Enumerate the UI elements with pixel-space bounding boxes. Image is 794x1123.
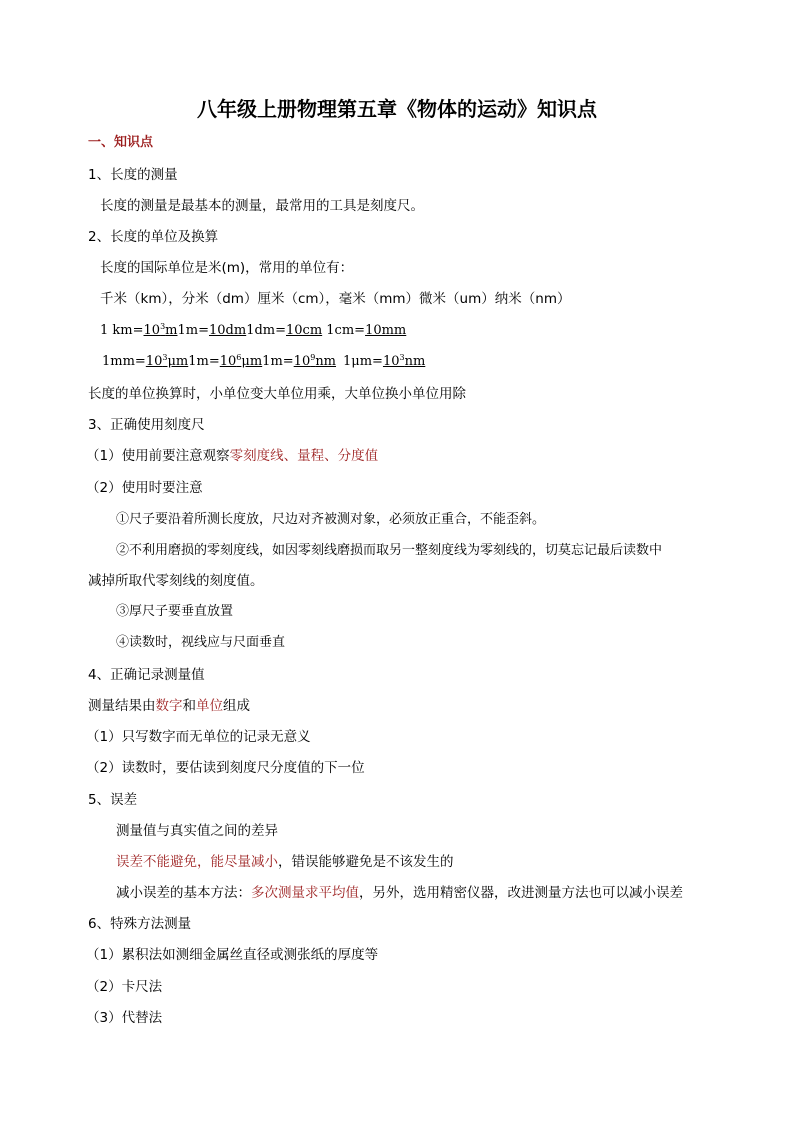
s6-point-2: （2）卡尺法 xyxy=(86,979,163,995)
s4-point-2: （2）读数时，要估读到刻度尺分度值的下一位 xyxy=(86,760,365,776)
s3-item-4: ④读数时，视线应与尺面垂直 xyxy=(116,635,286,650)
s2-conversion-line-2a: $1mm=10^3\mu m1m=10^6\mu m1m=10^9nm$ xyxy=(102,353,337,369)
s1-text: 长度的测量是最基本的测量，最常用的工具是刻度尺。 xyxy=(100,198,424,214)
conv1-c-value: 10cm xyxy=(286,323,323,338)
s2-units: 千米（km），分米（dm）厘米（cm），毫米（mm）微米（um）纳米（nm） xyxy=(100,291,571,307)
s3-item-3: ③厚尺子要垂直放置 xyxy=(116,604,234,619)
s2-intro: 长度的国际单位是米(m)，常用的单位有： xyxy=(100,260,354,276)
conv1-a-value: $10^3m$ xyxy=(143,322,178,338)
s4-point-1: （1）只写数字而无单位的记录无意义 xyxy=(86,729,311,745)
page-title: 八年级上册物理第五章《物体的运动》知识点 xyxy=(197,97,597,121)
s3-point-2: （2）使用时要注意 xyxy=(86,480,203,496)
conv1-b-value: 10dm xyxy=(208,323,247,338)
s5-line-2: 误差不能避免，能尽量减小，错误能够避免是不该发生的 xyxy=(116,854,454,870)
conv1-b-prefix: 1m= xyxy=(177,323,209,338)
s4-heading: 4、正确记录测量值 xyxy=(88,667,205,683)
s2-heading: 2、长度的单位及换算 xyxy=(88,229,219,245)
s2-rule: 长度的单位换算时，小单位变大单位用乘，大单位换小单位用除 xyxy=(88,386,466,402)
s6-heading: 6、特殊方法测量 xyxy=(88,916,192,932)
conv1-a-prefix: 1 km= xyxy=(100,323,144,338)
s3-point-1: （1）使用前要注意观察零刻度线、量程、分度值 xyxy=(86,448,379,464)
section-heading: 一、知识点 xyxy=(88,135,154,150)
s2-conversion-line-1 xyxy=(100,322,406,340)
s4-composition: 测量结果由数字和单位组成 xyxy=(88,698,250,714)
conv1-d-prefix: 1cm= xyxy=(322,323,366,338)
s3-item-1: ①尺子要沿着所测长度放，尺边对齐被测对象，必须放正重合，不能歪斜。 xyxy=(116,512,546,527)
s5-line-1: 测量值与真实值之间的差异 xyxy=(116,823,278,839)
s6-point-1: （1）累积法如测细金属丝直径或测张纸的厚度等 xyxy=(86,947,379,963)
s6-point-3: （3）代替法 xyxy=(86,1010,163,1026)
s3-item-2a: ②不利用磨损的零刻度线，如因零刻线磨损而取另一整刻度线为零刻线的，切莫忘记最后读数中 xyxy=(116,543,663,558)
s2-conversion-line-2b: $1\mu m=10^3nm$ xyxy=(343,353,426,369)
s5-heading: 5、误差 xyxy=(88,792,138,808)
s3-point-1-highlight: 零刻度线、量程、分度值 xyxy=(229,448,379,464)
s3-item-2b: 减掉所取代零刻线的刻度值。 xyxy=(88,573,264,589)
s1-heading: 1、长度的测量 xyxy=(88,167,178,183)
conv1-c-prefix: 1dm= xyxy=(246,323,286,338)
s3-heading: 3、正确使用刻度尺 xyxy=(88,417,205,433)
conv1-d-value: 10mm xyxy=(365,323,407,338)
s5-line-3: 减小误差的基本方法：多次测量求平均值，另外，选用精密仪器，改进测量方法也可以减小误差 xyxy=(116,885,683,901)
